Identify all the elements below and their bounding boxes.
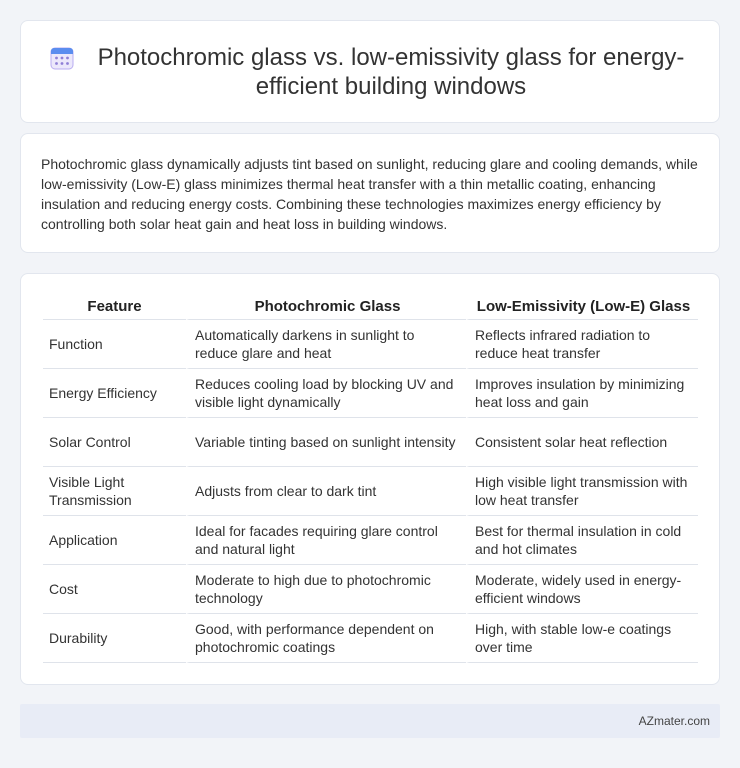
table-row <box>43 565 698 614</box>
low-e-cell: Consistent solar heat reflection <box>466 418 698 467</box>
feature-cell: Cost <box>43 565 186 614</box>
summary-text: Photochromic glass dynamically adjusts tint based on sunlight, reducing glare and cooling demands, while low-emissivity (Low-E) glass minimizes thermal heat transfer with a thin metallic coating, enhancing insulation and reducing energy costs. Combining these technologies maximizes energy efficiency by controlling both solar heat gain and heat loss in building windows. <box>41 156 698 232</box>
feature-cell: Application <box>43 516 186 565</box>
low-e-cell: High visible light transmission with low heat transfer <box>466 467 698 516</box>
feature-cell: Durability <box>43 614 186 663</box>
footer <box>20 704 720 738</box>
summary-card <box>20 133 720 253</box>
table-row <box>43 467 698 516</box>
comparison-card <box>20 273 720 685</box>
table-row <box>43 516 698 565</box>
low-e-cell: Reflects infrared radiation to reduce heat transfer <box>466 320 698 369</box>
photochromic-cell: Automatically darkens in sunlight to reduce glare and heat <box>186 320 466 369</box>
calendar-icon <box>49 45 75 71</box>
table-row <box>43 418 698 467</box>
table-row <box>43 614 698 663</box>
column-header-photochromic: Photochromic Glass <box>186 294 466 320</box>
low-e-cell: Moderate, widely used in energy-efficient windows <box>466 565 698 614</box>
title-card <box>20 20 720 123</box>
feature-cell: Energy Efficiency <box>43 369 186 418</box>
table-row <box>43 320 698 369</box>
comparison-table <box>43 294 698 663</box>
low-e-cell: High, with stable low-e coatings over time <box>466 614 698 663</box>
feature-cell: Visible Light Transmission <box>43 467 186 516</box>
page-title: Photochromic glass vs. low-emissivity glass for energy-efficient building windows <box>97 43 685 100</box>
photochromic-cell: Ideal for facades requiring glare control and natural light <box>186 516 466 565</box>
feature-cell: Solar Control <box>43 418 186 467</box>
low-e-cell: Improves insulation by minimizing heat loss and gain <box>466 369 698 418</box>
title-wrap <box>49 43 691 101</box>
table-row <box>43 369 698 418</box>
photochromic-cell: Reduces cooling load by blocking UV and visible light dynamically <box>186 369 466 418</box>
photochromic-cell: Adjusts from clear to dark tint <box>186 467 466 516</box>
column-header-feature: Feature <box>43 294 186 320</box>
column-header-low-e: Low-Emissivity (Low-E) Glass <box>466 294 698 320</box>
photochromic-cell: Moderate to high due to photochromic technology <box>186 565 466 614</box>
photochromic-cell: Good, with performance dependent on photochromic coatings <box>186 614 466 663</box>
footer-brand: AZmater.com <box>638 714 710 728</box>
photochromic-cell: Variable tinting based on sunlight intensity <box>186 418 466 467</box>
low-e-cell: Best for thermal insulation in cold and hot climates <box>466 516 698 565</box>
table-header-row <box>43 294 698 320</box>
feature-cell: Function <box>43 320 186 369</box>
